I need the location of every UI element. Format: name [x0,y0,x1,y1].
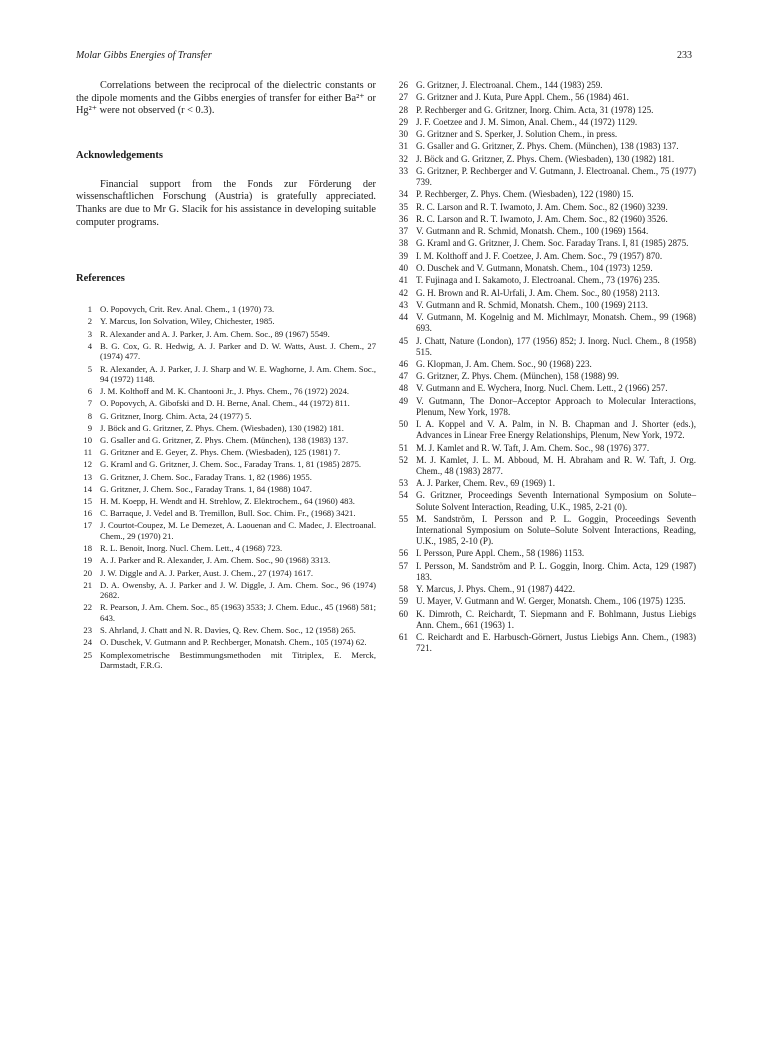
reference-text: P. Rechberger, Z. Phys. Chem. (Wiesbaden), 122 (1980) 15. [416,189,634,200]
reference-text: J. F. Coetzee and J. M. Simon, Anal. Chem., 44 (1972) 1129. [416,116,638,127]
reference-item [76,316,376,327]
reference-text: K. Dimroth, C. Reichardt, T. Siepmann and F. Bohlmann, Justus Liebigs Ann. Chem., 661 (1963) 1. [416,608,696,630]
reference-number: 55 [398,513,408,524]
reference-text: I. M. Kolthoff and J. F. Coetzee, J. Am. Chem. Soc., 79 (1957) 870. [416,250,663,261]
reference-item [76,364,376,385]
reference-text: R. L. Benoit, Inorg. Nucl. Chem. Lett., 4 (1968) 723. [100,543,283,554]
reference-text: G. Gritzner and S. Sperker, J. Solution Chem., in press. [416,129,618,140]
reference-text: T. Fujinaga and I. Sakamoto, J. Electroanal. Chem., 73 (1976) 235. [416,275,660,286]
reference-item [392,455,696,477]
reference-text: G. H. Brown and R. Al-Urfali, J. Am. Chem. Soc., 80 (1958) 2113. [416,287,660,298]
reference-text: Y. Marcus, Ion Solvation, Wiley, Chichester, 1985. [100,316,275,327]
acknowledgements-heading: Acknowledgements [76,149,163,161]
reference-text: C. Barraque, J. Vedel and B. Tremillon, Bull. Soc. Chim. Fr., (1968) 3421. [100,508,356,519]
reference-number: 59 [398,596,408,607]
reference-item [392,584,696,595]
reference-number: 34 [398,189,408,200]
reference-text: G. Gsaller and G. Gritzner, Z. Phys. Chem. (München), 138 (1983) 137. [100,435,349,446]
reference-number: 32 [398,153,408,164]
reference-text: O. Popovych, Crit. Rev. Anal. Chem., 1 (1970) 73. [100,304,275,315]
reference-number: 58 [398,583,408,594]
reference-number: 10 [83,435,92,446]
reference-item [76,423,376,434]
reference-item [392,312,696,334]
reference-item [76,520,376,541]
reference-number: 51 [398,442,408,453]
reference-item [392,396,696,418]
reference-text: V. Gutmann, The Donor–Acceptor Approach to Molecular Interactions, Plenum, New York, 1978. [416,395,696,417]
reference-text: J. Böck and G. Gritzner, Z. Phys. Chem. (Wiesbaden), 130 (1982) 181. [100,422,344,433]
reference-item [392,166,696,188]
reference-text: G. Klopman, J. Am. Chem. Soc., 90 (1968) 223. [416,358,592,369]
reference-item [392,117,696,128]
reference-text: B. G. Cox, G. R. Hedwig, A. J. Parker and D. W. Watts, Aust. J. Chem., 27 (1974) 477. [100,340,376,362]
reference-item [76,459,376,470]
reference-number: 48 [398,383,408,394]
reference-number: 9 [87,422,92,433]
reference-number: 23 [83,625,92,636]
reference-item [76,637,376,648]
reference-text: G. Gritzner, J. Chem. Soc., Faraday Trans. 1, 82 (1986) 1955. [100,471,312,482]
reference-text: D. A. Owensby, A. J. Parker and J. W. Diggle, J. Am. Chem. Soc., 96 (1974) 2682. [100,579,376,601]
reference-number: 29 [398,116,408,127]
reference-item [392,478,696,489]
reference-item [392,288,696,299]
reference-item [76,329,376,340]
reference-item [392,80,696,91]
reference-text: J. Courtot-Coupez, M. Le Demezet, A. Laouenan and C. Madec, J. Electroanal. Chem., 29 (1970) 21. [100,520,376,541]
reference-item [392,275,696,286]
reference-number: 15 [83,495,92,506]
reference-number: 7 [87,398,92,409]
reference-number: 12 [83,459,92,470]
reference-text: G. Gritzner and E. Geyer, Z. Phys. Chem. (Wiesbaden), 125 (1981) 7. [100,447,341,458]
reference-text: O. Popovych, A. Gibofski and D. H. Berne, Anal. Chem., 44 (1972) 811. [100,398,350,409]
reference-item [76,602,376,623]
reference-text: Komplexometrische Bestimmungsmethoden mit Titriplex, E. Merck, Darmstadt, F.R.G. [100,649,376,671]
reference-number: 25 [83,649,92,660]
reference-text: J. Böck and G. Gritzner, Z. Phys. Chem. (Wiesbaden), 130 (1982) 181. [416,153,675,164]
reference-item [76,568,376,579]
reference-item [392,632,696,654]
reference-text: G. Gritzner, Proceedings Seventh International Symposium on Solute–Solute Solvent Interaction, Reading, U.K., 1985, 2-21 (0). [416,490,696,512]
reference-number: 5 [87,363,92,374]
reference-text: R. C. Larson and R. T. Iwamoto, J. Am. Chem. Soc., 82 (1960) 3239. [416,201,668,212]
reference-number: 3 [87,328,92,339]
reference-number: 1 [87,304,92,315]
reference-text: G. Gsaller and G. Gritzner, Z. Phys. Chem. (München), 138 (1983) 137. [416,141,679,152]
reference-number: 61 [398,631,408,642]
reference-item [392,514,696,547]
reference-number: 16 [83,508,92,519]
reference-text: G. Gritzner, P. Rechberger and V. Gutmann, J. Electroanal. Chem., 75 (1977) 739. [416,165,696,188]
reference-text: V. Gutmann and R. Schmid, Monatsh. Chem., 100 (1969) 2113. [416,299,648,310]
reference-number: 2 [87,316,92,327]
reference-number: 60 [398,608,408,619]
reference-number: 20 [83,567,92,578]
reference-item [392,359,696,370]
reference-number: 52 [398,454,408,465]
reference-text: M. J. Kamlet, J. L. M. Abboud, M. H. Abraham and R. W. Taft, J. Org. Chem., 48 (1983) 2877. [416,454,696,476]
reference-item [76,304,376,315]
reference-number: 19 [83,555,92,566]
reference-text: G. Gritzner, J. Chem. Soc., Faraday Trans. 1, 84 (1988) 1047. [100,483,312,494]
reference-number: 13 [83,471,92,482]
reference-item [392,300,696,311]
reference-number: 11 [83,447,92,458]
reference-item [76,341,376,362]
reference-item [76,543,376,554]
reference-text: G. Gritzner, Z. Phys. Chem. (München), 158 (1988) 99. [416,371,619,382]
reference-text: G. Gritzner, Inorg. Chim. Acta, 24 (1977) 5. [100,410,252,421]
body-paragraph: Correlations between the reciprocal of the dielectric constants or the dipole moments and the Gibbs energies of transfer for either Ba²⁺ or Hg²⁺ were not observed (r < 0.3). [76,80,376,117]
reference-number: 28 [398,104,408,115]
reference-item [392,105,696,116]
reference-item [76,496,376,507]
reference-item [392,561,696,583]
reference-text: R. Alexander, A. J. Parker, J. J. Sharp and W. E. Waghorne, J. Am. Chem. Soc., 94 (1972) 1148. [100,363,376,385]
right-column [392,80,696,655]
reference-number: 18 [83,543,92,554]
reference-number: 6 [87,386,92,397]
reference-item [392,371,696,382]
reference-number: 41 [398,275,408,286]
reference-item [76,580,376,601]
reference-item [392,548,696,559]
reference-text: H. M. Koepp, H. Wendt and H. Strehlow, Z. Elektrochem., 64 (1960) 483. [100,495,355,506]
reference-text: R. Pearson, J. Am. Chem. Soc., 85 (1963) 3533; J. Chem. Educ., 45 (1968) 581; 643. [100,602,376,624]
reference-text: U. Mayer, V. Gutmann and W. Gerger, Monatsh. Chem., 106 (1975) 1235. [416,596,686,607]
reference-text: R. C. Larson and R. T. Iwamoto, J. Am. Chem. Soc., 82 (1960) 3526. [416,213,668,224]
reference-text: M. J. Kamlet and R. W. Taft, J. Am. Chem. Soc., 98 (1976) 377. [416,442,650,453]
reference-text: I. Persson, Pure Appl. Chem., 58 (1986) 1153. [416,548,585,559]
reference-number: 30 [398,129,408,140]
reference-number: 53 [398,478,408,489]
reference-number: 39 [398,250,408,261]
reference-item [392,609,696,631]
reference-item [76,650,376,671]
reference-text: C. Reichardt and E. Harbusch-Görnert, Justus Liebigs Ann. Chem., (1983) 721. [416,631,696,653]
reference-number: 47 [398,371,408,382]
reference-item [76,447,376,458]
reference-item [392,443,696,454]
reference-item [76,484,376,495]
reference-item [392,383,696,394]
reference-number: 35 [398,201,408,212]
reference-item [392,141,696,152]
reference-number: 43 [398,299,408,310]
reference-item [76,435,376,446]
reference-item [76,386,376,397]
reference-item [76,472,376,483]
reference-item [392,154,696,165]
reference-number: 45 [398,335,408,346]
reference-number: 26 [398,80,408,90]
reference-item [76,555,376,566]
reference-number: 49 [398,395,408,406]
reference-number: 31 [398,141,408,152]
reference-text: G. Gritzner, J. Electroanal. Chem., 144 (1983) 259. [416,80,603,90]
reference-number: 46 [398,358,408,369]
reference-item [392,129,696,140]
page-number: 233 [677,50,692,61]
reference-item [76,625,376,636]
reference-item [392,226,696,237]
reference-number: 4 [87,340,92,351]
reference-text: G. Gritzner and J. Kuta, Pure Appl. Chem., 56 (1984) 461. [416,92,629,103]
reference-number: 56 [398,548,408,559]
reference-text: A. J. Parker, Chem. Rev., 69 (1969) 1. [416,478,555,489]
reference-text: M. Sandström, I. Persson and P. L. Goggin, Proceedings Seventh International Symposium on Solute–Solute Solvent Interactions, Reading, U.K., 1985, 2-10 (P). [416,513,696,546]
reference-text: V. Gutmann and R. Schmid, Monatsh. Chem., 100 (1969) 1564. [416,226,649,237]
reference-text: G. Kraml and G. Gritzner, J. Chem. Soc. Faraday Trans. I, 81 (1985) 2875. [416,238,689,249]
references-heading: References [76,273,125,285]
reference-text: O. Duschek and V. Gutmann, Monatsh. Chem., 104 (1973) 1259. [416,263,653,274]
reference-number: 8 [87,410,92,421]
reference-item [392,238,696,249]
reference-number: 21 [83,579,92,590]
reference-text: P. Rechberger and G. Gritzner, Inorg. Chim. Acta, 31 (1978) 125. [416,104,654,115]
reference-text: S. Ahrland, J. Chatt and N. R. Davies, Q. Rev. Chem. Soc., 12 (1958) 265. [100,625,356,636]
left-column [76,80,376,672]
reference-number: 57 [398,560,408,571]
reference-item [392,202,696,213]
reference-text: G. Kraml and G. Gritzner, J. Chem. Soc., Faraday Trans. 1, 81 (1985) 2875. [100,459,362,470]
reference-number: 22 [83,602,92,613]
reference-item [392,92,696,103]
reference-text: I. A. Koppel and V. A. Palm, in N. B. Chapman and J. Shorter (eds.), Advances in Linear Free Energy Relationships, Plenum, New York, 1972. [416,419,696,441]
reference-text: Y. Marcus, J. Phys. Chem., 91 (1987) 4422. [416,583,575,594]
reference-text: O. Duschek, V. Gutmann and P. Rechberger, Monatsh. Chem., 105 (1974) 62. [100,637,367,648]
reference-item [392,419,696,441]
reference-number: 42 [398,287,408,298]
reference-list-left [76,304,376,671]
reference-item [392,596,696,607]
reference-number: 17 [83,520,92,531]
reference-list-right [392,80,696,654]
reference-item [76,398,376,409]
reference-number: 38 [398,238,408,249]
reference-number: 14 [83,483,92,494]
reference-item [76,508,376,519]
reference-text: J. W. Diggle and A. J. Parker, Aust. J. Chem., 27 (1974) 1617. [100,567,314,578]
reference-number: 37 [398,226,408,237]
reference-number: 44 [398,312,408,323]
reference-number: 54 [398,490,408,501]
reference-number: 33 [398,165,408,176]
reference-number: 27 [398,92,408,103]
reference-number: 24 [83,637,92,648]
reference-number: 50 [398,419,408,430]
reference-item [76,411,376,422]
reference-text: A. J. Parker and R. Alexander, J. Am. Chem. Soc., 90 (1968) 3313. [100,555,331,566]
reference-item [392,490,696,512]
reference-text: I. Persson, M. Sandström and P. L. Goggin, Inorg. Chim. Acta, 129 (1987) 183. [416,560,696,582]
reference-item [392,263,696,274]
reference-text: R. Alexander and A. J. Parker, J. Am. Chem. Soc., 89 (1967) 5549. [100,328,330,339]
reference-item [392,251,696,262]
reference-item [392,214,696,225]
reference-number: 36 [398,213,408,224]
page-header [76,50,692,66]
reference-text: J. Chatt, Nature (London), 177 (1956) 852; J. Inorg. Nucl. Chem., 8 (1958) 515. [416,335,696,357]
reference-item [392,336,696,358]
reference-text: J. M. Kolthoff and M. K. Chantooni Jr., J. Phys. Chem., 76 (1972) 2024. [100,386,350,397]
running-title: Molar Gibbs Energies of Transfer [76,50,212,61]
reference-item [392,189,696,200]
reference-number: 40 [398,263,408,274]
acknowledgements-text: Financial support from the Fonds zur Förderung der wissenschaftlichen Forschung (Austria) is gratefully appreciated. Thanks are due to Mr G. Slacik for his assistance in developing suitable computer programs. [76,178,376,228]
reference-text: V. Gutmann and E. Wychera, Inorg. Nucl. Chem. Lett., 2 (1966) 257. [416,383,668,394]
reference-text: V. Gutmann, M. Kogelnig and M. Michlmayr, Monatsh. Chem., 99 (1968) 693. [416,312,696,334]
